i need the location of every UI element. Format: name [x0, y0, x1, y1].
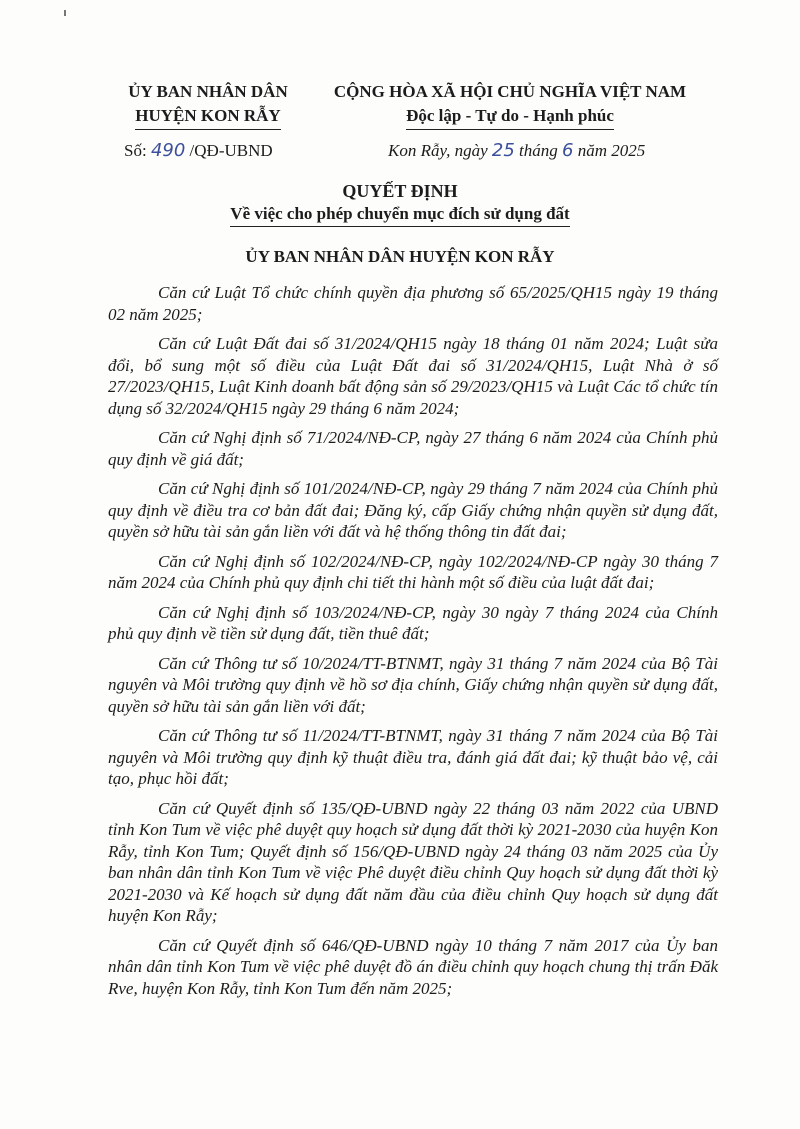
number-prefix: Số: — [124, 141, 151, 160]
number-suffix: /QĐ-UBND — [185, 141, 273, 160]
handwritten-day: 25 — [491, 140, 515, 161]
legal-basis-paragraph: Căn cứ Thông tư số 10/2024/TT-BTNMT, ngày 31 tháng 7 năm 2024 của Bộ Tài nguyên và Môi trường quy định về hồ sơ địa chính, Giấy chứng nhận quyền sử dụng đất, quyền sở hữu tài sản gắn liền với đất; — [108, 653, 718, 716]
agency-line-2: HUYỆN KON RẪY — [135, 104, 280, 130]
document-number — [124, 140, 273, 161]
document-title: QUYẾT ĐỊNH — [342, 181, 458, 201]
legal-basis-paragraph: Căn cứ Nghị định số 71/2024/NĐ-CP, ngày 27 tháng 6 năm 2024 của Chính phủ quy định về giá đất; — [108, 428, 718, 469]
date-suffix: năm 2025 — [573, 141, 646, 160]
agency-line-1: ỦY BAN NHÂN DÂN — [128, 82, 288, 101]
legal-basis-paragraph: Căn cứ Luật Tổ chức chính quyền địa phương số 65/2025/QH15 ngày 19 tháng 02 năm 2025; — [108, 283, 718, 324]
document-body — [108, 282, 718, 1007]
legal-basis-paragraph: Căn cứ Nghị định số 102/2024/NĐ-CP, ngày 102/2024/NĐ-CP ngày 30 tháng 7 năm 2024 của Chính phủ quy định chi tiết thi hành một số điều của luật đất đai; — [108, 551, 718, 592]
handwritten-month: 6 — [562, 140, 574, 161]
date-prefix: Kon Rẫy, ngày — [388, 141, 492, 160]
legal-basis-paragraph: Căn cứ Quyết định số 135/QĐ-UBND ngày 22 tháng 03 năm 2022 của UBND tỉnh Kon Tum về việc phê duyệt quy hoạch sử dụng đất thời kỳ 2021-2030 của huyện Kon Rẫy, tỉnh Kon Tum; Quyết định số 156/QĐ-UBND ngày 24 tháng 03 năm 2025 của Ủy ban nhân dân tỉnh Kon Tum về việc Phê duyệt điều chỉnh Quy hoạch sử dụng đất thời kỳ 2021-2030 và Kế hoạch sử dụng đất năm đầu của điều chỉnh Quy hoạch sử dụng đất huyện Kon Rẫy; — [108, 798, 718, 925]
legal-basis-paragraph: Căn cứ Nghị định số 101/2024/NĐ-CP, ngày 29 tháng 7 năm 2024 của Chính phủ quy định về điều tra cơ bản đất đai; Đăng ký, cấp Giấy chứng nhận quyền sử dụng đất, quyền sở hữu tài sản gắn liền với đất và hệ thống thông tin đất đai; — [108, 479, 718, 541]
agency-header — [108, 80, 308, 130]
legal-basis-paragraph: Căn cứ Thông tư số 11/2024/TT-BTNMT, ngày 31 tháng 7 năm 2024 của Bộ Tài nguyên và Môi trường quy định kỹ thuật điều tra, đánh giá đất đai; kỹ thuật bảo vệ, cải tạo, phục hồi đất; — [108, 726, 718, 788]
date-mid: tháng — [514, 141, 563, 160]
legal-basis-paragraph: Căn cứ Luật Đất đai số 31/2024/QH15 ngày 18 tháng 01 năm 2024; Luật sửa đổi, bổ sung một số điều của Luật Đất đai số 31/2024/QH15, Luật Nhà ở số 27/2023/QH15, Luật Kinh doanh bất động sản số 29/2023/QH15 và Luật Các tổ chức tín dụng số 32/2024/QH15 ngày 29 tháng 6 năm 2024; — [108, 334, 718, 418]
national-header — [308, 80, 712, 130]
issuing-authority: ỦY BAN NHÂN DÂN HUYỆN KON RẪY — [245, 247, 555, 266]
document-subtitle-wrap — [0, 204, 800, 227]
legal-basis-paragraph: Căn cứ Nghị định số 103/2024/NĐ-CP, ngày 30 ngày 7 tháng 2024 của Chính phủ quy định về tiền sử dụng đất, tiền thuê đất; — [108, 602, 718, 643]
document-subtitle: Về việc cho phép chuyển mục đích sử dụng đất — [230, 204, 569, 227]
document-date — [388, 140, 645, 161]
scan-mark — [64, 10, 66, 16]
handwritten-number: 490 — [150, 140, 186, 161]
national-motto: Độc lập - Tự do - Hạnh phúc — [406, 104, 614, 130]
country-name: CỘNG HÒA XÃ HỘI CHỦ NGHĨA VIỆT NAM — [333, 82, 687, 101]
legal-basis-paragraph: Căn cứ Quyết định số 646/QĐ-UBND ngày 10 tháng 7 năm 2017 của Ủy ban nhân dân tỉnh Kon Tum về việc phê duyệt đồ án điều chỉnh quy hoạch chung thị trấn Đăk Rve, huyện Kon Rẫy, tỉnh Kon Tum đến năm 2025; — [108, 935, 718, 998]
